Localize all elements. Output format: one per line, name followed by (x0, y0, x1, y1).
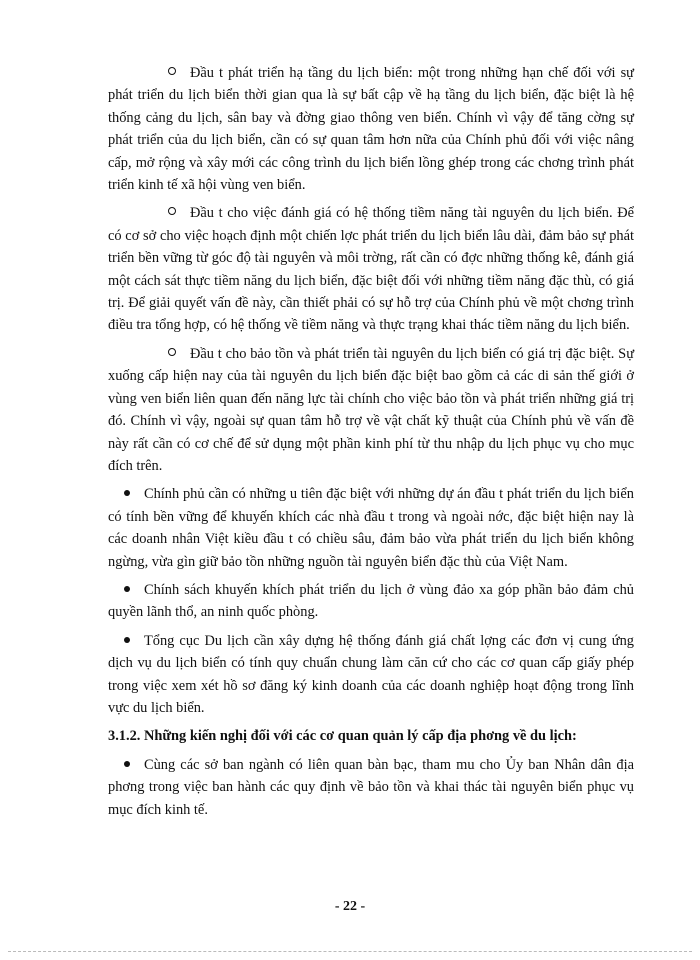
dot-bullet-icon (124, 637, 130, 643)
dot-bullet-icon (124, 586, 130, 592)
paragraph-resource-assessment: Đầu t cho việc đánh giá có hệ thống tiềm năng tài nguyên du lịch biển. Để có cơ sở cho việc hoạch định một chiến lợc phát triển du lịch biển lâu dài, đảm bảo sự phát triển bền vững từ góc độ tài nguyên và môi trờng, rất cần có đợc những thống kê, đánh giá một cách sát thực tiềm năng du lịch biển, đặc biệt đối với những tiềm năng đặc thù, có giá trị. Để giải quyết vấn đề này, cần thiết phải có sự hỗ trợ của Chính phủ về một chơng trình điều tra tổng hợp, có hệ thống về tiềm năng và thực trạng khai thác tiềm năng du lịch biển. (108, 205, 634, 334)
section-title: Những kiến nghị đối với các cơ quan quản lý cấp địa phơng về du lịch: (144, 728, 577, 745)
paragraph-local-coordination: Cùng các sở ban ngành có liên quan bàn bạc, tham mu cho Ủy ban Nhân dân địa phơng trong việc ban hành các quy định về bảo tồn và khai thác tài nguyên biển phục vụ mục đích kinh tế. (108, 756, 634, 818)
document-body (108, 62, 634, 827)
dot-bullet-icon (124, 490, 130, 496)
circle-bullet-icon (168, 67, 176, 75)
paragraph-quality-standards: Tổng cục Du lịch cần xây dựng hệ thống đánh giá chất lợng các đơn vị cung ứng dịch vụ du lịch biển có tính quy chuẩn chung làm căn cứ cho các cơ quan cấp giấy phép trong việc xem xét hồ sơ đăng ký kinh doanh của các doanh nghiệp hoạt động trong lĩnh vực du lịch biển. (108, 632, 634, 716)
circle-bullet-icon (168, 207, 176, 215)
circle-bullet-icon (168, 348, 176, 356)
paragraph-conservation: Đầu t cho bảo tồn và phát triển tài nguyên du lịch biển có giá trị đặc biệt. Sự xuống cấp hiện nay của tài nguyên du lịch biển đặc biệt bao gồm cả các di sản thế giới ở vùng ven biển liên quan đến năng lực tài chính cho việc bảo tồn và phát triển những giá trị đó. Chính vì vậy, ngoài sự quan tâm hỗ trợ về vật chất kỹ thuật của Chính phủ về vấn đề này rất cần có cơ chế để sử dụng một phần kinh phí từ thu nhập du lịch phục vụ cho mục đích trên. (108, 345, 634, 474)
section-heading (108, 725, 634, 747)
page-bottom-divider (8, 951, 692, 952)
paragraph-government-priority: Chính phủ cần có những u tiên đặc biệt với những dự án đầu t phát triển du lịch biển có tính bền vững để khuyến khích các nhà đầu t trong và ngoài nớc, đặc biệt hiện nay là các doanh nhân Việt kiều đầu t có chiều sâu, đảm bảo vừa phát triển du lịch biển không ngừng, vừa gìn giữ bảo tồn những nguồn tài nguyên biển đặc thù của Việt Nam. (108, 486, 634, 570)
dot-bullet-icon (124, 761, 130, 767)
section-number: 3.1.2. (108, 728, 141, 745)
paragraph-island-policy: Chính sách khuyến khích phát triển du lịch ở vùng đảo xa góp phần bảo đảm chủ quyền lãnh thổ, an ninh quốc phòng. (108, 581, 634, 621)
page-number: - 22 - (334, 899, 366, 914)
paragraph-infrastructure: Đầu t phát triển hạ tầng du lịch biển: một trong những hạn chế đối với sự phát triển du lịch biển thời gian qua là sự bất cập về hạ tầng du lịch biển, đặc biệt là hệ thống cảng du lịch, sân bay và đờng giao thông ven biển. Chính vì vậy để tăng cờng sự phát triển của du lịch biển, cần có sự quan tâm hơn nữa của Chính phủ đối với việc nâng cấp, mở rộng và xây mới các công trình du lịch biển lồng ghép trong các chơng trình phát triển kinh tế xã hội vùng ven biển. (108, 65, 634, 194)
